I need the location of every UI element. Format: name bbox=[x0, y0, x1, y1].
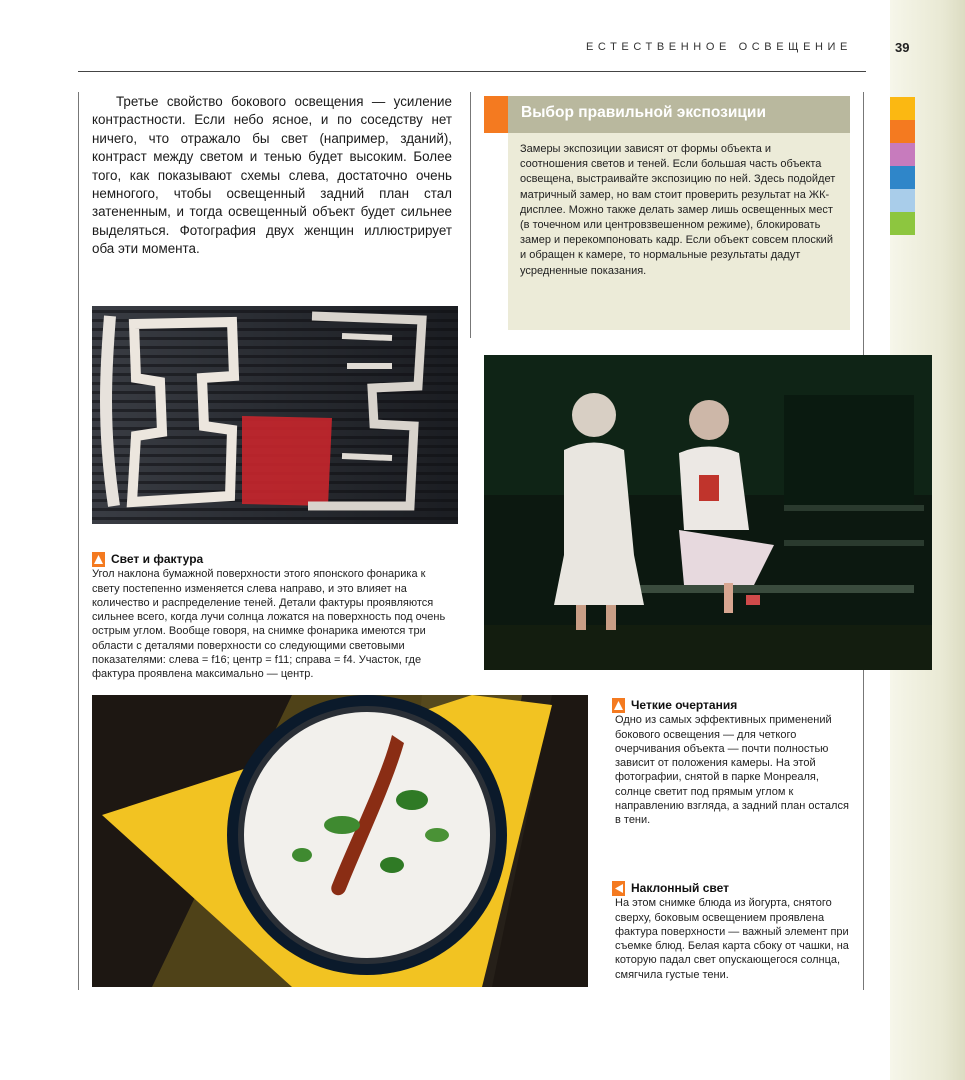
caption-oblique bbox=[612, 881, 852, 982]
caption-outlines-text: Одно из самых эффективных применений бокового освещения — для четкого очерчивания объекта — почти полностью зависит от положения камеры. На этой фотографии, снятой в парке Монреаля, солнце светит под прямым углом к направлению взгляда, а задний план остался в тени. bbox=[615, 714, 849, 827]
page-number: 39 bbox=[895, 40, 910, 55]
sidebar-body: Замеры экспозиции зависят от формы объекта и соотношения светов и теней. Если большая часть объекта освещена, выстраивайте экспозицию по ней. Здесь подойдет матричный замер, но вам стоит проверить результат на ЖК-дисплее. Можно также делать замер лишь освещенных мест (в точечном или центровзвешенном режиме), блокировать замер и перекомпоновать кадр. Если объект совсем плоский и обращен к камере, то нормальные результаты дадут усредненные показания. bbox=[520, 143, 836, 277]
color-tab-orange bbox=[890, 120, 915, 143]
lantern-rib bbox=[92, 400, 458, 403]
women-on-bench-photo bbox=[484, 355, 932, 670]
middle-column-rule bbox=[470, 92, 471, 338]
lantern-rib bbox=[92, 364, 458, 367]
women-illustration bbox=[484, 355, 932, 670]
caption-outlines bbox=[612, 698, 852, 828]
lantern-rib bbox=[92, 391, 458, 394]
lantern-rib bbox=[92, 310, 458, 313]
lantern-rib bbox=[92, 346, 458, 349]
yogurt-dish-photo bbox=[92, 695, 588, 987]
intro-paragraph: Третье свойство бокового освещения — усиление контрастности. Если небо ясное, и по соседству нет ничего, что отражало бы свет (например, зданий), контраст между светом и тенью будет высоким. Более того, как показывают схемы слева, достаточно очень немногого, чтобы освещенный задний план стал затененным, и тогда освещенный объект будет сильнее выделяться. Фотография двух женщин иллюстрирует оба эти момента. bbox=[92, 94, 452, 257]
lantern-rib bbox=[92, 355, 458, 358]
color-tab-blue bbox=[890, 166, 915, 189]
color-tab-lightblue bbox=[890, 189, 915, 212]
caption-texture-text: Угол наклона бумажной поверхности этого японского фонарика к свету постепенно изменяется слева направо, и это влияет на количество и распределение теней. Детали фактуры проявляются сильнее всего, когда лучи солнца ложатся на поверхность под очень острым углом. Вообще говоря, на снимке фонарика имеются три области с деталями поверхности со следующими световыми показателями: слева = f16; центр = f11; справа = f4. Участок, где фактура проявлена максимально — центр. bbox=[92, 568, 446, 681]
lantern-rib bbox=[92, 337, 458, 340]
caption-oblique-heading: Наклонный свет bbox=[631, 881, 730, 895]
caption-texture-heading: Свет и фактура bbox=[111, 552, 204, 566]
lantern-photo bbox=[92, 306, 458, 524]
header-rule bbox=[78, 71, 866, 72]
running-title: ЕСТЕСТВЕННОЕ ОСВЕЩЕНИЕ bbox=[586, 41, 852, 53]
yogurt-illustration bbox=[92, 695, 588, 987]
caption-outlines-heading: Четкие очертания bbox=[631, 698, 738, 712]
caption-texture bbox=[92, 552, 454, 682]
sidebar-title: Выбор правильной экспозиции bbox=[521, 104, 766, 121]
color-tab-violet bbox=[890, 143, 915, 166]
color-tab-green bbox=[890, 212, 915, 235]
lantern-illustration bbox=[92, 306, 458, 524]
exposure-sidebar bbox=[484, 96, 850, 330]
lantern-rib bbox=[92, 517, 458, 520]
left-column-rule bbox=[78, 92, 79, 990]
sidebar-title-bar bbox=[508, 96, 850, 133]
triangle-up-icon bbox=[612, 698, 625, 713]
color-tab-yellow bbox=[890, 97, 915, 120]
lantern-rib bbox=[92, 409, 458, 412]
caption-oblique-text: На этом снимке блюда из йогурта, снятого сверху, боковым освещением проявлена фактура поверхности — важный элемент при съемке блюд. Белая карта сбоку от чашки, на которую падал свет опускающегося солнца, смягчила густые тени. bbox=[615, 897, 849, 981]
triangle-up-icon bbox=[92, 552, 105, 567]
sidebar-accent-block bbox=[484, 96, 508, 133]
sidebar-gutter bbox=[484, 133, 508, 330]
triangle-left-icon bbox=[612, 881, 625, 896]
